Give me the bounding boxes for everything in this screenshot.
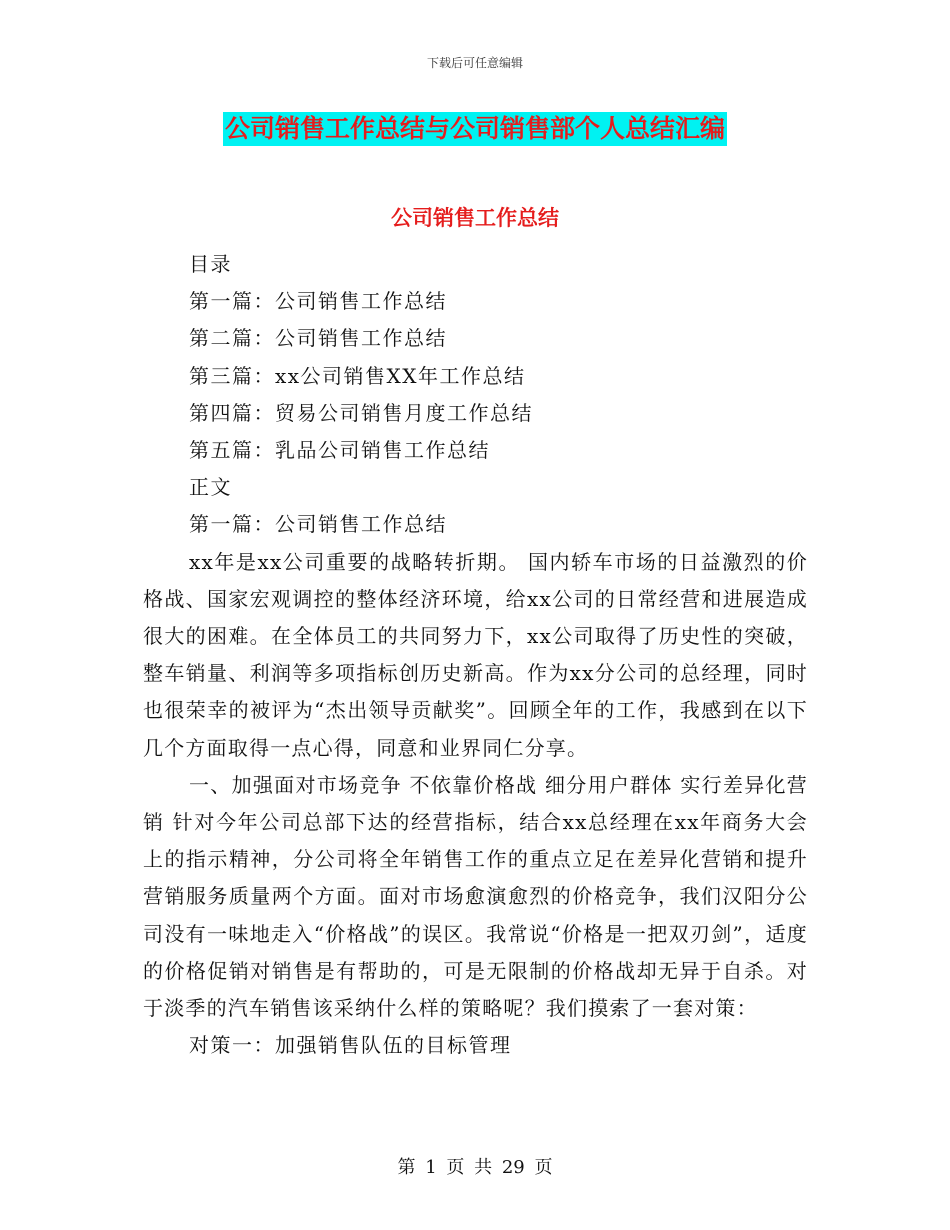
document-body bbox=[143, 246, 808, 1064]
toc-item: 第五篇：乳品公司销售工作总结 bbox=[189, 437, 490, 462]
toc-heading: 目录 bbox=[189, 252, 232, 276]
toc-item: 第一篇：公司销售工作总结 bbox=[189, 289, 447, 314]
main-title: 公司销售工作总结与公司销售部个人总结汇编 bbox=[223, 112, 727, 146]
sub-title: 公司销售工作总结 bbox=[391, 206, 559, 230]
toc-item: 第三篇：xx公司销售XX年工作总结 bbox=[189, 363, 526, 388]
chapter-title: 第一篇：公司销售工作总结 bbox=[189, 512, 447, 537]
body-paragraph-1: xx年是xx公司重要的战略转折期。 国内轿车市场的日益激烈的价格战、国家宏观调控的整体经济环境，给xx公司的日常经营和进展造成很大的困难。在全体员工的共同努力下，xx公司取得了历史性的突破，整车销量、利润等多项指标创历史新高。作为xx分公司的总经理，同时也很荣幸的被评为“杰出领导贡献奖”。回顾全年的工作，我感到在以下几个方面取得一点心得，同意和业界同仁分享。 bbox=[143, 549, 808, 760]
header-note: 下载后可任意编辑 bbox=[426, 56, 523, 70]
page-footer: 第 1 页 共 29 页 bbox=[397, 1157, 553, 1178]
strategy-heading: 对策一：加强销售队伍的目标管理 bbox=[189, 1033, 512, 1058]
body-paragraph-2: 一、加强面对市场竞争 不依靠价格战 细分用户群体 实行差异化营销 针对今年公司总部下达的经营指标，结合xx总经理在xx年商务大会上的指示精神，分公司将全年销售工作的重点立足在差异化营销和提升营销服务质量两个方面。面对市场愈演愈烈的价格竞争，我们汉阳分公司没有一味地走入“价格战”的误区。我常说“价格是一把双刃剑”，适度的价格促销对销售是有帮助的，可是无限制的价格战却无异于自杀。对于淡季的汽车销售该采纳什么样的策略呢？我们摸索了一套对策： bbox=[143, 772, 808, 1020]
main-title-container bbox=[0, 112, 950, 146]
toc-item: 第四篇：贸易公司销售月度工作总结 bbox=[189, 400, 533, 425]
toc-item: 第二篇：公司销售工作总结 bbox=[189, 326, 447, 351]
body-heading: 正文 bbox=[189, 475, 232, 500]
